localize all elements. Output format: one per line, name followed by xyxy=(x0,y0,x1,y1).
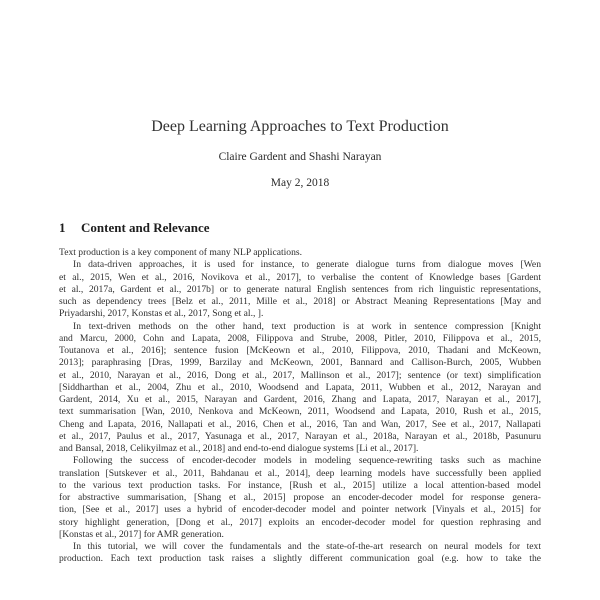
section-number: 1 xyxy=(59,220,66,235)
paragraph-line: In data-driven approaches, it is used for instance, to generate dialogue turns from dialogue moves [Wen xyxy=(73,259,541,271)
paper-authors: Claire Gardent and Shashi Narayan xyxy=(218,151,382,163)
paragraph-line: 2013]; paraphrasing [Dras, 1999, Barzilay and McKeown, 2001, Bannard and Callison-Burch, 2005, Wubben xyxy=(59,357,541,369)
paragraph-line: et al., 2010, Narayan et al., 2016, Dong et al., 2017, Mallinson et al., 2017]; sentence (or text) simplification xyxy=(59,369,541,381)
paragraph-line: Cheng and Lapata, 2016, Nallapati et al., 2016, Chen et al., 2016, Tan and Wan, 2017, See et al., 2017, Nallapati xyxy=(59,418,541,430)
paper-date: May 2, 2018 xyxy=(270,177,330,189)
paragraph-line: production. Each text production task raises a slightly different communication goal (e.g. how to take the xyxy=(59,553,541,565)
paragraph-line: In text-driven methods on the other hand, text production is at work in sentence compression [Knight xyxy=(73,320,541,332)
paper-title: Deep Learning Approaches to Text Production xyxy=(151,118,449,135)
paragraph-line: Text production is a key component of many NLP applications. xyxy=(59,247,303,258)
paragraph-line: tion, [See et al., 2017] uses a hybrid of encoder-decoder model and pointer network [Vinyals et al., 2015] for xyxy=(59,504,541,516)
paragraph-line: Toutanova et al., 2016]; sentence fusion [McKeown et al., 2010, Filippova, 2010, Thadani and McKeown, xyxy=(59,345,541,356)
paragraph-line: and Marcu, 2000, Cohn and Lapata, 2008, Filippova and Strube, 2008, Pitler, 2010, Filippova et al., 2015, xyxy=(59,332,541,344)
paragraph-line: [Konstas et al., 2017] for AMR generation. xyxy=(59,528,224,540)
paragraph-line: for abstractive summarisation, [Shang et al., 2015] propose an encoder-decoder model for response genera- xyxy=(59,492,541,503)
section-heading xyxy=(59,220,210,236)
paragraph-line: [Siddharthan et al., 2004, Zhu et al., 2010, Woodsend and Lapata, 2011, Wubben et al., 2012, Narayan and xyxy=(59,381,541,393)
paragraph-line: text summarisation [Wan, 2010, Nenkova and McKeown, 2011, Woodsend and Lapata, 2010, Rush et al., 2015, xyxy=(59,406,541,418)
paragraph-line: translation [Sutskever et al., 2011, Bahdanau et al., 2014], deep learning models have successfully been applied xyxy=(59,467,541,479)
paragraph-line: et al., 2017a, Gardent et al., 2017b] or to generate natural English sentences from rich linguistic representations, xyxy=(59,283,541,295)
section-title: Content and Relevance xyxy=(81,220,210,235)
section-body xyxy=(59,247,541,566)
paragraph-line: et al., 2015, Wen et al., 2016, Novikova et al., 2017], to verbalise the content of Knowledge bases [Gardent xyxy=(59,271,541,283)
paragraph-line: story highlight generation, [Dong et al., 2017] exploits an encoder-decoder model for question rephrasing and xyxy=(59,516,541,528)
paragraph-line: Gardent, 2014, Xu et al., 2015, Narayan and Gardent, 2016, Zhang and Lapata, 2017, Narayan et al., 2017], xyxy=(59,394,541,405)
paragraph-line: Priyadarshi, 2017, Konstas et al., 2017, Song et al., ]. xyxy=(59,308,264,320)
paragraph-line: to the various text production tasks. For instance, [Rush et al., 2015] utilize a local attention-based model xyxy=(59,479,541,491)
paragraph-line: Following the success of encoder-decoder models in modeling sequence-rewriting tasks such as machine xyxy=(73,455,541,467)
paragraph-line: such as dependency trees [Belz et al., 2011, Mille et al., 2018] or Abstract Meaning Representations [May and xyxy=(59,296,541,307)
paragraph-line: and Bansal, 2018, Celikyilmaz et al., 2018] and end-to-end dialogue systems [Li et al., 2017]. xyxy=(59,443,419,454)
paragraph-line: et al., 2017, Paulus et al., 2017, Yasunaga et al., 2017, Narayan et al., 2018a, Narayan et al., 2018b, Pasunuru xyxy=(59,430,541,442)
paragraph-line: In this tutorial, we will cover the fundamentals and the state-of-the-art research on neural models for text xyxy=(73,541,541,552)
